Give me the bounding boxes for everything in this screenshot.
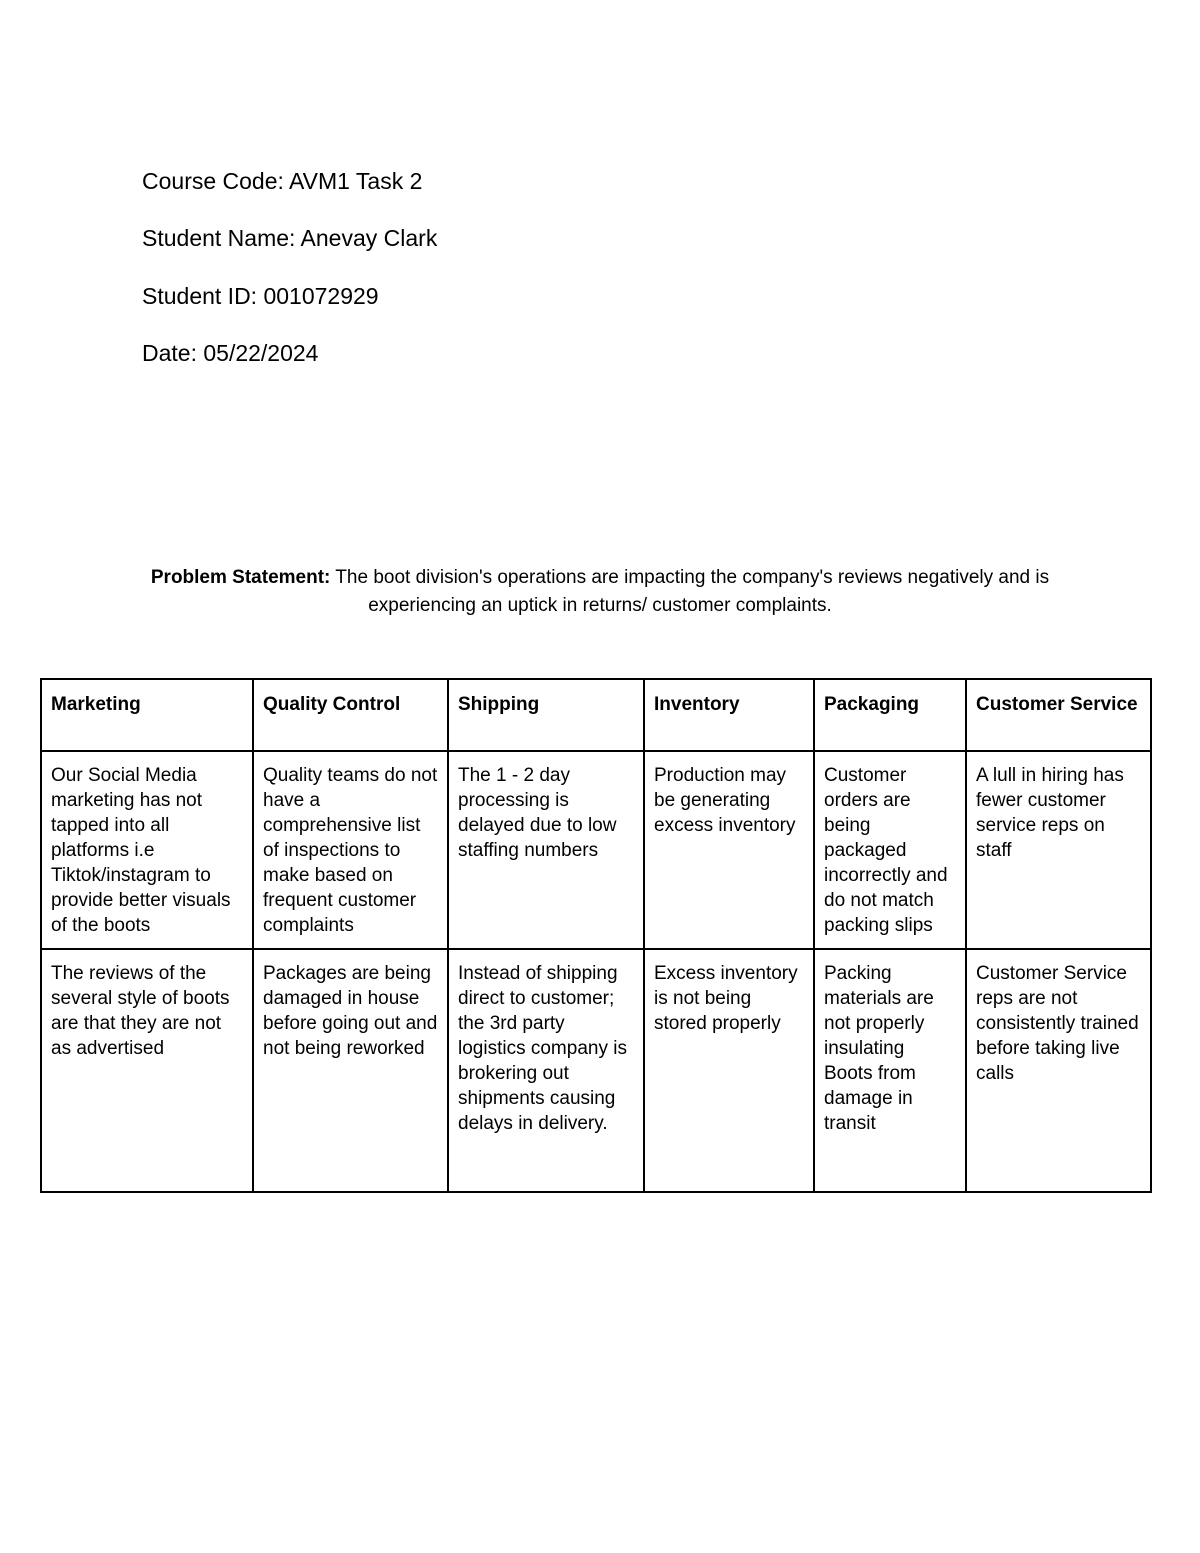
course-code: Course Code: AVM1 Task 2 (142, 168, 423, 194)
table-cell: Quality teams do not have a comprehensive list of inspections to make based on frequent customer complaints (253, 751, 448, 949)
table-cell: The 1 - 2 day processing is delayed due to low staffing numbers (448, 751, 644, 949)
table-cell: Packages are being damaged in house before going out and not being reworked (253, 949, 448, 1192)
header-marketing: Marketing (41, 679, 253, 751)
table-cell: Packing materials are not properly insulating Boots from damage in transit (814, 949, 966, 1192)
header-inventory: Inventory (644, 679, 814, 751)
table-cell: Customer Service reps are not consistently trained before taking live calls (966, 949, 1151, 1192)
table-cell: A lull in hiring has fewer customer service reps on staff (966, 751, 1151, 949)
table-cell: Production may be generating excess inventory (644, 751, 814, 949)
header-packaging: Packaging (814, 679, 966, 751)
student-name: Student Name: Anevay Clark (142, 225, 438, 251)
table-cell: Customer orders are being packaged incorrectly and do not match packing slips (814, 751, 966, 949)
cause-table (40, 678, 1152, 1193)
table-cell: Our Social Media marketing has not tapped into all platforms i.e Tiktok/instagram to provide better visuals of the boots (41, 751, 253, 949)
table-row (41, 949, 1151, 1192)
problem-statement (150, 564, 1050, 620)
problem-statement-text: The boot division's operations are impacting the company's reviews negatively and is experiencing an uptick in returns/ customer complaints. (335, 567, 1050, 616)
table-cell: The reviews of the several style of boots are that they are not as advertised (41, 949, 253, 1192)
student-id: Student ID: 001072929 (142, 283, 379, 309)
table-header-row (41, 679, 1151, 751)
date: Date: 05/22/2024 (142, 340, 319, 366)
problem-statement-label: Problem Statement: (150, 567, 331, 588)
table-row (41, 751, 1151, 949)
table-cell: Excess inventory is not being stored properly (644, 949, 814, 1192)
header-customer-service: Customer Service (966, 679, 1151, 751)
header-shipping: Shipping (448, 679, 644, 751)
header-quality-control: Quality Control (253, 679, 448, 751)
table-cell: Instead of shipping direct to customer; the 3rd party logistics company is brokering out shipments causing delays in delivery. (448, 949, 644, 1192)
